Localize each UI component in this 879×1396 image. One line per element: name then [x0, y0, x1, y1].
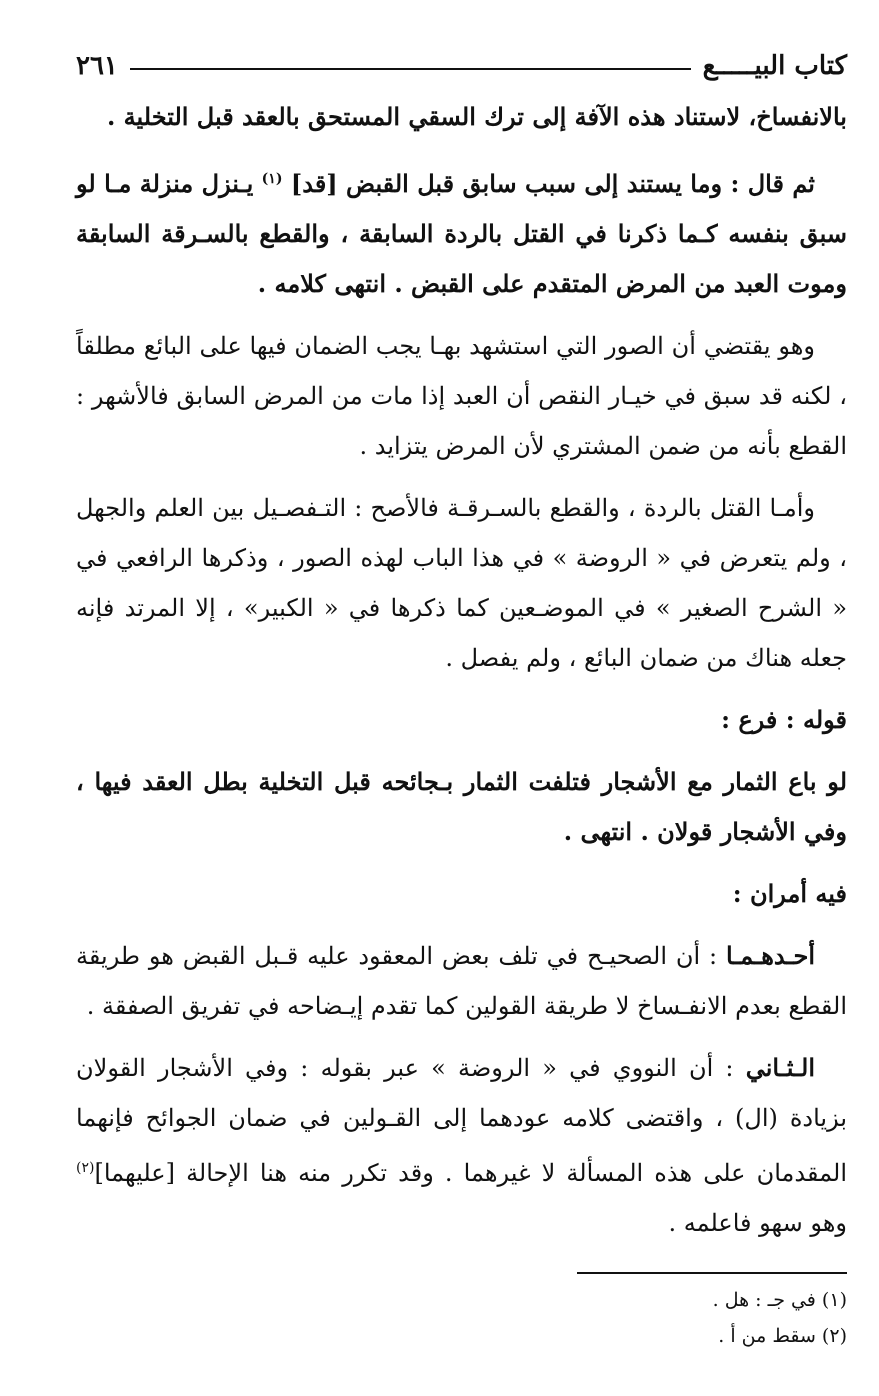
- paragraph-2-start: ثم قال : وما يستند إلى سبب سابق قبل القبض [قد]: [290, 169, 815, 198]
- footnote-mark-1: (١): [261, 171, 283, 187]
- second-point-end: وهو سهو فاعلمه .: [668, 1209, 847, 1237]
- footnote-1: (١) في جـ : هل .: [712, 1289, 847, 1311]
- footnote-2: (٢) سقط من أ .: [718, 1325, 847, 1347]
- paragraph-6: لو باع الثمار مع الأشجار فتلفت الثمار بـجائحه قبل التخلية بطل العقد فيها ، وفي الأشجار قولان . انتهى .: [76, 767, 847, 846]
- first-point-label: أحـدهـمـا: [725, 941, 815, 970]
- paragraph-5-heading: قوله : فرع :: [721, 705, 847, 734]
- paragraph-3: وهو يقتضي أن الصور التي استشهد بهـا يجب الضمان فيها على البائع مطلقاً ، لكنه قد سبق في خيـار النقص أن العبد إذا مات من المرض السابق فالأشهر : القطع بأنه من ضمن المشتري لأن المرض يتزايد .: [76, 332, 847, 460]
- paragraph-9: [76, 1043, 847, 1248]
- paragraph-2-rest: يـنزل منزلة مـا لو سبق بنفسه كـما ذكرنا في القتل بالردة السابقة ، والقطع بالسـرقة السابقة وموت العبد من المرض المتقدم على القبض . انتهى كلامه .: [76, 169, 847, 298]
- footnotes-divider: [577, 1272, 847, 1274]
- header-rule: [130, 68, 691, 70]
- footnote-mark-2: (٢): [76, 1160, 95, 1176]
- running-title: كتاب البيـــــع: [702, 51, 847, 81]
- second-point-text: : أن النووي في « الروضة » عبر بقوله : وفي الأشجار القولان بزيادة (ال) ، واقتضى كلامه عودهما إلى القـولين في ضمان الجوائح فإنهما المقدمان على هذه المسألة لا غيرهما . وقد تكرر منه هنا الإحالة [عليهما]: [76, 1054, 847, 1187]
- paragraph-7-heading: فيه أمران :: [732, 879, 847, 908]
- page-number: ٢٦١: [76, 51, 118, 81]
- paragraph-2: [76, 154, 847, 309]
- paragraph-1: بالانفساخ، لاستناد هذه الآفة إلى ترك السقي المستحق بالعقد قبل التخلية .: [106, 102, 847, 131]
- second-point-label: الـثـاني: [745, 1053, 815, 1082]
- paragraph-8: [76, 931, 847, 1031]
- page-header: [76, 48, 847, 84]
- paragraph-4: وأمـا القتل بالردة ، والقطع بالسـرقـة فالأصح : التـفصـيل بين العلم والجهل ، ولم يتعرض في « الروضة » في هذا الباب لهذه الصور ، وذكرها الرافعي في « الشرح الصغير » في الموضـعين كما ذكرها في « الكبير» ، إلا المرتد فإنه جعله هناك من ضمان البائع ، ولم يفصل .: [76, 494, 847, 672]
- first-point-text: : أن الصحيـح في تلف بعض المعقود عليه قـبل القبض هو طريقة القطع بعدم الانفـساخ لا طريقة القولين كما تقدم إيـضاحه في تفريق الصفقة .: [76, 942, 847, 1020]
